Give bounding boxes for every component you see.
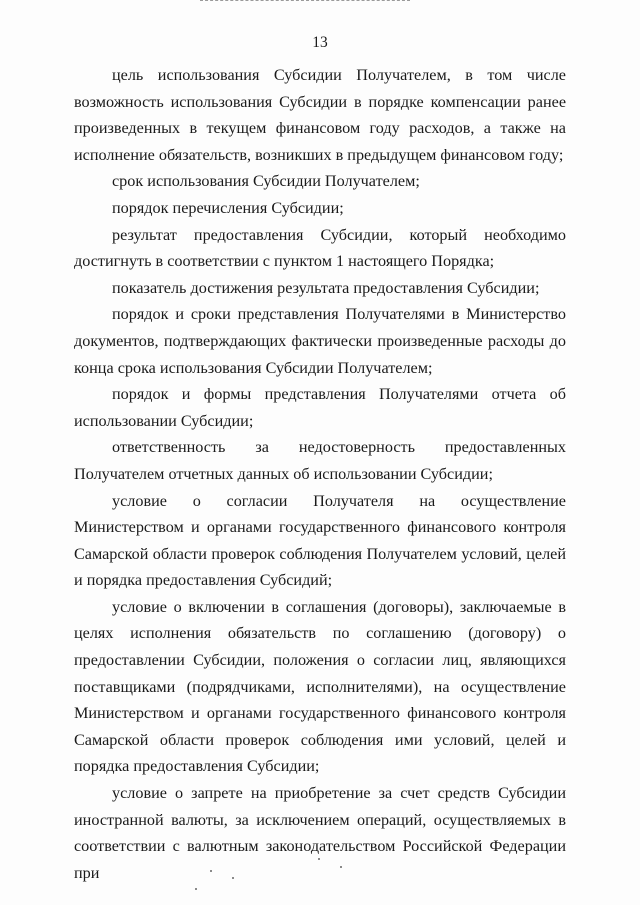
paragraph-responsibility: ответственность за недостоверность предоставленных Получателем отчетных данных об использовании Субсидии; (74, 438, 566, 483)
paragraph-purpose: цель использования Субсидии Получателем, в том числе возможность использования Субсидии в порядке компенсации ранее произведенных в текущем финансовом году расходов, а также на исполнение обязательств, возникших в предыдущем финансовом году; (74, 66, 566, 164)
top-scan-edge (200, 0, 410, 3)
paragraph-result: результат предоставления Субсидии, который необходимо достигнуть в соответствии с пунктом 1 настоящего Порядка; (74, 225, 566, 271)
scan-speck (232, 877, 234, 879)
paragraph-indicator: показатель достижения результата предоставления Субсидии; (112, 278, 540, 297)
paragraph-currency-ban: условие о запрете на приобретение за счет средств Субсидии иностранной валюты, за исключением операций, осуществляемых в соответствии с валютным законодательством Российской Федерации при (74, 784, 566, 882)
paragraph-report-forms: порядок и формы представления Получателями отчета об использовании Субсидии; (74, 385, 566, 430)
paragraph-term: срок использования Субсидии Получателем; (112, 172, 420, 191)
paragraph-documents: порядок и сроки представления Получателями в Министерство документов, подтверждающих фактически произведенные расходы до конца срока использования Субсидии Получателем; (74, 305, 566, 377)
scan-speck (195, 888, 197, 890)
paragraph-consent-checks: условие о согласии Получателя на осуществление Министерством и органами государственного финансового контроля Самарской области проверок соблюдения Получателем условий, целей и порядка предоставления Субсидий; (74, 491, 566, 590)
scan-speck (210, 870, 212, 872)
paragraph-contracts-inclusion: условие о включении в соглашения (договоры), заключаемые в целях исполнения обязательств по соглашению (договору) о предоставлении Субсидии, положения о согласии лиц, являющихся поставщиками (подрядчиками, исполнителями), на осуществление Министерством и органами государственного финансового контроля Самарской области проверок соблюдения ими условий, целей и порядка предоставления Субсидии; (74, 597, 566, 776)
paragraph-transfer-order: порядок перечисления Субсидии; (112, 198, 344, 217)
document-body (74, 62, 566, 886)
scan-speck (318, 858, 320, 860)
scan-speck (340, 866, 342, 868)
page-number: 13 (312, 34, 328, 51)
